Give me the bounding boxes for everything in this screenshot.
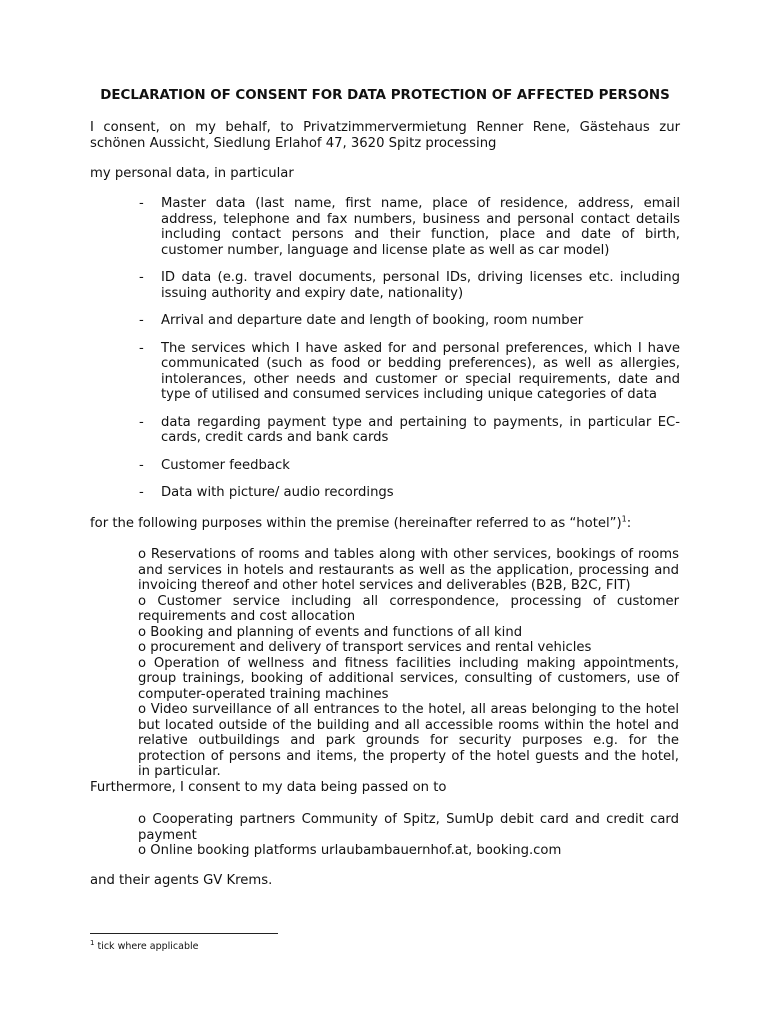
list-item <box>90 485 680 501</box>
list-item-text: Data with picture/ audio recordings <box>161 485 394 500</box>
list-item <box>90 270 680 301</box>
list-dash: - <box>139 414 144 430</box>
list-item-text: Arrival and departure date and length of booking, room number <box>161 313 584 328</box>
list-dash: - <box>139 196 144 211</box>
list-dash: - <box>139 270 144 285</box>
list-item <box>90 313 680 329</box>
recipient-item: o Cooperating partners Community of Spitz, SumUp debit card and credit card payment <box>138 812 679 843</box>
purpose-item: o procurement and delivery of transport services and rental vehicles <box>138 640 592 655</box>
purpose-item: o Booking and planning of events and functions of all kind <box>138 624 523 640</box>
list-item <box>90 458 680 474</box>
list-item <box>90 341 680 403</box>
footnote <box>90 938 199 953</box>
footnote-divider <box>90 933 278 934</box>
list-item <box>90 415 680 446</box>
document-title: DECLARATION OF CONSENT FOR DATA PROTECTION OF AFFECTED PERSONS <box>100 88 670 103</box>
agents-text: and their agents GV Krems. <box>90 873 273 888</box>
purposes-intro-text: for the following purposes within the premise (hereinafter referred to as “hotel”) <box>90 516 622 531</box>
purposes-intro <box>90 516 680 532</box>
list-item <box>90 196 680 258</box>
consent-intro: I consent, on my behalf, to Privatzimmervermietung Renner Rene, Gästehaus zur schönen Aussicht, Siedlung Erlahof 47, 3620 Spitz processing <box>90 120 680 151</box>
list-dash: - <box>139 340 144 356</box>
list-item-text: data regarding payment type and pertaining to payments, in particular EC-cards, credit cards and bank cards <box>161 414 680 445</box>
list-item-text: Master data (last name, first name, place of residence, address, email address, telephone and fax numbers, business and personal contact details including contact persons and their function, place and date of birth, customer number, language and license plate as well as car model) <box>161 196 680 258</box>
purpose-item: o Operation of wellness and fitness facilities including making appointments, group trainings, booking of additional services, consulting of customers, use of computer-operated training machines <box>138 655 679 702</box>
footnote-reference: 1 <box>621 514 627 524</box>
list-item-text: The services which I have asked for and personal preferences, which I have communicated (such as food or bedding preferences), as well as allergies, intolerances, other needs and customer or special requirements, date and type of utilised and consumed services including unique categories of data <box>161 340 680 402</box>
list-item-text: Customer feedback <box>161 457 290 473</box>
footnote-text: tick where applicable <box>97 941 199 952</box>
purpose-item: o Reservations of rooms and tables along with other services, bookings of rooms and services in hotels and restaurants as well as the application, processing and invoicing thereof and other hotel services and deliverables (B2B, B2C, FIT) <box>138 547 679 593</box>
recipients-list <box>138 812 679 859</box>
purposes-list <box>138 547 679 780</box>
purpose-item: o Customer service including all correspondence, processing of customer requirements and cost allocation <box>138 593 679 624</box>
purpose-item: o Video surveillance of all entrances to the hotel, all areas belonging to the hotel but located outside of the building and all accessible rooms within the hotel and relative outbuildings and park grounds for security purposes e.g. for the protection of persons and items, the property of the hotel guests and the hotel, in particular. <box>138 702 679 779</box>
list-dash: - <box>139 313 144 328</box>
purposes-intro-end: : <box>626 516 632 531</box>
list-dash: - <box>139 457 144 473</box>
list-dash: - <box>139 485 144 500</box>
passed-on-intro: Furthermore, I consent to my data being passed on to <box>90 780 447 795</box>
recipient-item: o Online booking platforms urlaubambauernhof.at, booking.com <box>138 843 562 858</box>
personal-data-heading: my personal data, in particular <box>90 166 294 181</box>
list-item-text: ID data (e.g. travel documents, personal IDs, driving licenses etc. including issuing authority and expiry date, nationality) <box>161 270 680 301</box>
footnote-mark: 1 <box>90 938 95 947</box>
personal-data-list <box>90 196 680 513</box>
